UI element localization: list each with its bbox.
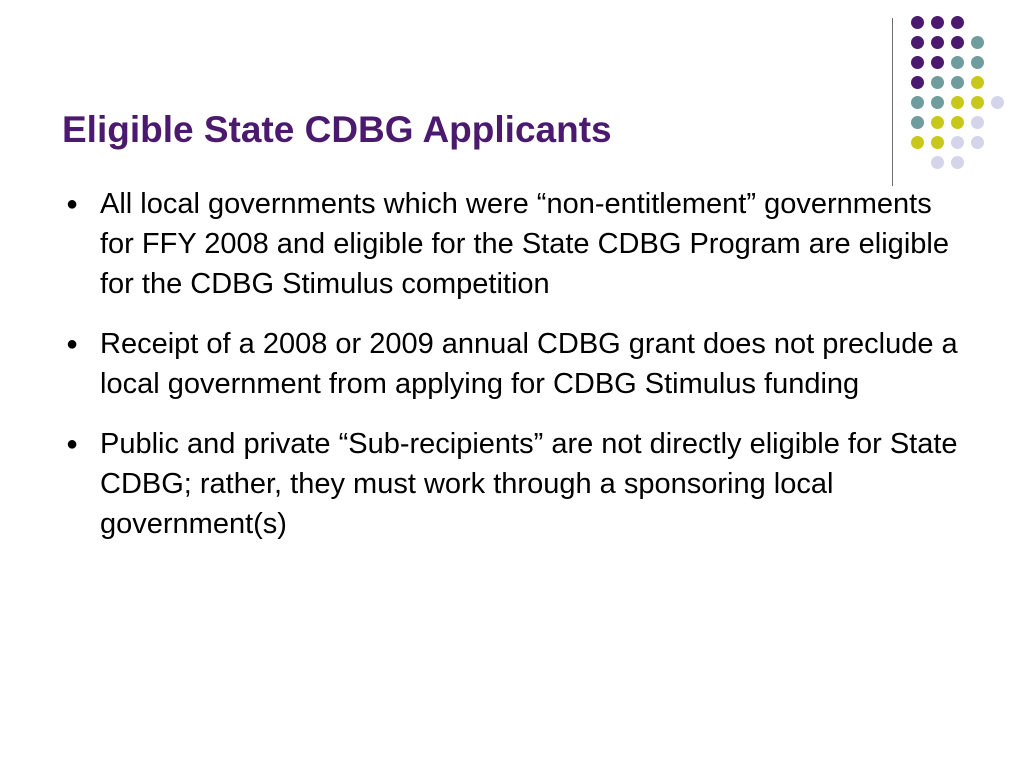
slide-title: Eligible State CDBG Applicants: [62, 109, 612, 150]
decorative-dot-icon: [951, 36, 964, 49]
decorative-dot-icon: [931, 36, 944, 49]
decorative-dot-icon: [911, 96, 924, 109]
decorative-dot-icon: [931, 96, 944, 109]
bullet-text: Public and private “Sub-recipients” are not directly eligible for State CDBG; rather, they must work through a sponsoring local government(s): [100, 428, 958, 540]
decorative-dot-icon: [911, 16, 924, 29]
decorative-dot-icon: [971, 56, 984, 69]
bullet-icon: ●: [66, 433, 79, 455]
decorative-dot-icon: [971, 116, 984, 129]
decorative-dot-icon: [971, 76, 984, 89]
divider-line: [892, 18, 893, 186]
bullet-list: [62, 184, 972, 564]
decorative-dot-icon: [971, 136, 984, 149]
decorative-dot-icon: [911, 56, 924, 69]
decorative-dot-icon: [951, 116, 964, 129]
decorative-dot-icon: [991, 96, 1004, 109]
bullet-icon: ●: [66, 193, 79, 215]
decorative-dot-icon: [931, 16, 944, 29]
bullet-icon: ●: [66, 333, 79, 355]
decorative-dot-icon: [951, 156, 964, 169]
decorative-dot-icon: [911, 76, 924, 89]
decorative-dot-icon: [971, 36, 984, 49]
bullet-item: [62, 424, 972, 544]
decorative-dot-icon: [931, 136, 944, 149]
decorative-dot-icon: [951, 136, 964, 149]
decorative-dot-icon: [931, 116, 944, 129]
decorative-dot-icon: [931, 56, 944, 69]
bullet-text: Receipt of a 2008 or 2009 annual CDBG grant does not preclude a local government from applying for CDBG Stimulus funding: [100, 328, 958, 400]
decorative-dot-icon: [971, 96, 984, 109]
decorative-dot-icon: [951, 96, 964, 109]
decorative-dot-icon: [931, 76, 944, 89]
decorative-dot-icon: [911, 116, 924, 129]
decorative-dot-icon: [951, 76, 964, 89]
decorative-dot-icon: [931, 156, 944, 169]
bullet-text: All local governments which were “non-entitlement” governments for FFY 2008 and eligible for the State CDBG Program are eligible for the CDBG Stimulus competition: [100, 188, 949, 300]
decorative-dot-icon: [951, 16, 964, 29]
bullet-item: [62, 324, 972, 404]
decorative-dot-icon: [911, 36, 924, 49]
bullet-item: [62, 184, 972, 304]
decorative-dot-icon: [911, 136, 924, 149]
decorative-dot-icon: [951, 56, 964, 69]
